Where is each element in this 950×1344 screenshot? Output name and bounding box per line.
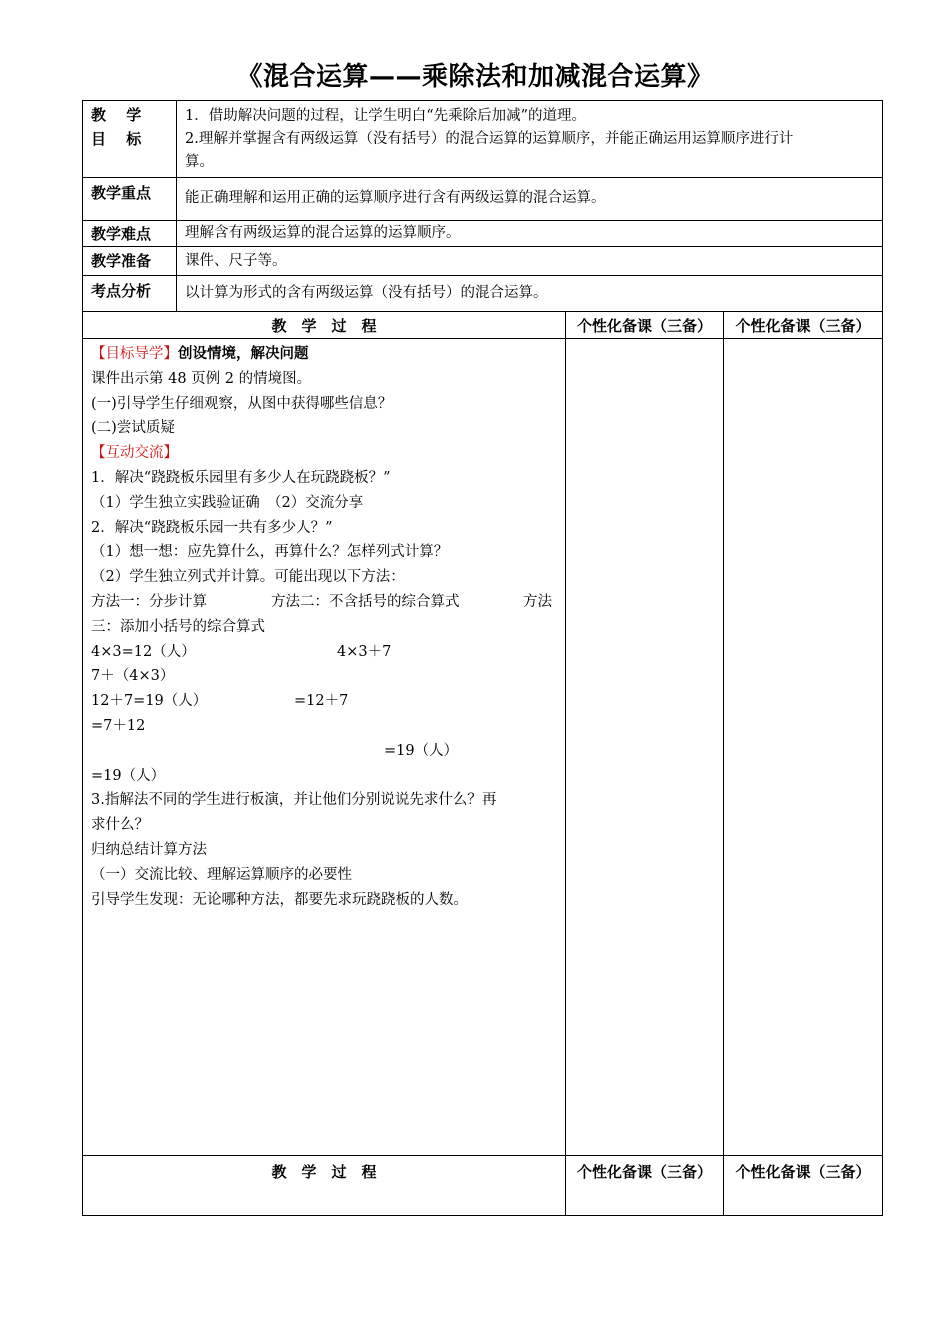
- process-line: （1）想一想：应先算什么，再算什么？怎样列式计算？: [91, 544, 449, 561]
- process-line: 2．解决“跷跷板乐园一共有多少人？”: [91, 519, 333, 536]
- preparation-label: 教学准备: [83, 247, 177, 276]
- calc-expr-2: =12＋7: [294, 693, 349, 710]
- preparation-value: 课件、尺子等。: [177, 247, 883, 276]
- personal-prep-header-2: 个性化备课（三备）: [724, 312, 883, 339]
- goals-label: [83, 101, 177, 178]
- calc-line: =19（人）: [91, 767, 166, 784]
- guide-title: 创设情境，解决问题: [178, 346, 309, 362]
- process-line: （2）学生独立列式并计算。可能出现以下方法：: [91, 569, 405, 586]
- process-line: 求什么？: [91, 817, 149, 834]
- key-points-label: 教学重点: [83, 178, 177, 221]
- exam-analysis-label: 考点分析: [83, 276, 177, 312]
- method-three-cont: 三：添加小括号的综合算式: [91, 618, 265, 635]
- goals-label-line2: 目 标: [91, 130, 142, 148]
- method-three-start: 方法: [523, 593, 552, 610]
- bottom-personal-prep-header-1: 个性化备课（三备）: [566, 1156, 724, 1216]
- key-points-row: [83, 178, 883, 221]
- bottom-personal-prep-header-2: 个性化备课（三备）: [724, 1156, 883, 1216]
- process-line: 归纳总结计算方法: [91, 841, 207, 858]
- calc-expr-1: 4×3＋7: [337, 643, 392, 660]
- process-line: 引导学生发现：无论哪种方法，都要先求玩跷跷板的人数。: [91, 891, 468, 908]
- bottom-process-header: 教 学 过 程: [83, 1156, 566, 1216]
- process-content: [83, 339, 566, 1156]
- interact-tag: 【互动交流】: [91, 445, 178, 462]
- goal-line-1: 1．借助解决问题的过程，让学生明白“先乘除后加减”的道理。: [185, 108, 587, 124]
- exam-analysis-row: [83, 276, 883, 312]
- lesson-plan-table: [82, 100, 883, 1216]
- process-body-row: [83, 339, 883, 1156]
- page-title: 《混合运算——乘除法和加减混合运算》: [236, 62, 714, 92]
- process-line: 课件出示第 48 页例 2 的情境图。: [91, 370, 312, 387]
- difficulties-label: 教学难点: [83, 221, 177, 247]
- guide-tag: 【目标导学】: [91, 346, 178, 362]
- personal-prep-header-1: 个性化备课（三备）: [566, 312, 724, 339]
- bottom-header-row: [83, 1156, 883, 1216]
- methods-line: [91, 590, 559, 615]
- method-two: 方法二：不含括号的综合算式: [271, 593, 460, 610]
- process-line: 3.指解法不同的学生进行板演，并让他们分别说说先求什么？再: [91, 792, 497, 809]
- process-header-row: [83, 312, 883, 339]
- process-line: （1）学生独立实践验证确 （2）交流分享: [91, 494, 364, 511]
- calc-line: =19（人）: [384, 742, 459, 759]
- difficulties-row: [83, 221, 883, 247]
- process-line: 1．解决“跷跷板乐园里有多少人在玩跷跷板？”: [91, 469, 391, 486]
- goals-label-line1: 教 学: [91, 106, 142, 124]
- process-line: (一)引导学生仔细观察，从图中获得哪些信息？: [91, 395, 393, 412]
- calc-line: =7＋12: [91, 717, 146, 734]
- guide-heading: [91, 342, 559, 367]
- goals-row: [83, 101, 883, 178]
- process-header: 教 学 过 程: [83, 312, 566, 339]
- calc-line: [91, 689, 559, 714]
- calc-line: 7＋（4×3）: [91, 668, 175, 685]
- key-points-value: 能正确理解和运用正确的运算顺序进行含有两级运算的混合运算。: [177, 178, 883, 221]
- method-one: 方法一：分步计算: [91, 593, 207, 610]
- personal-prep-cell-1[interactable]: [566, 339, 724, 1156]
- process-line: （一）交流比较、理解运算顺序的必要性: [91, 866, 352, 883]
- goal-line-3: 算。: [185, 154, 214, 170]
- process-line: (二)尝试质疑: [91, 420, 175, 437]
- exam-analysis-value: 以计算为形式的含有两级运算（没有括号）的混合运算。: [177, 276, 883, 312]
- personal-prep-cell-2[interactable]: [724, 339, 883, 1156]
- calc-step-1: 4×3=12（人）: [91, 643, 196, 660]
- goal-line-2: 2.理解并掌握含有两级运算（没有括号）的混合运算的运算顺序，并能正确运用运算顺序进行计: [185, 131, 794, 147]
- calc-line: [91, 640, 559, 665]
- preparation-row: [83, 247, 883, 276]
- difficulties-value: 理解含有两级运算的混合运算的运算顺序。: [177, 221, 883, 247]
- goals-value: [177, 101, 883, 178]
- calc-step-2: 12＋7=19（人）: [91, 693, 208, 710]
